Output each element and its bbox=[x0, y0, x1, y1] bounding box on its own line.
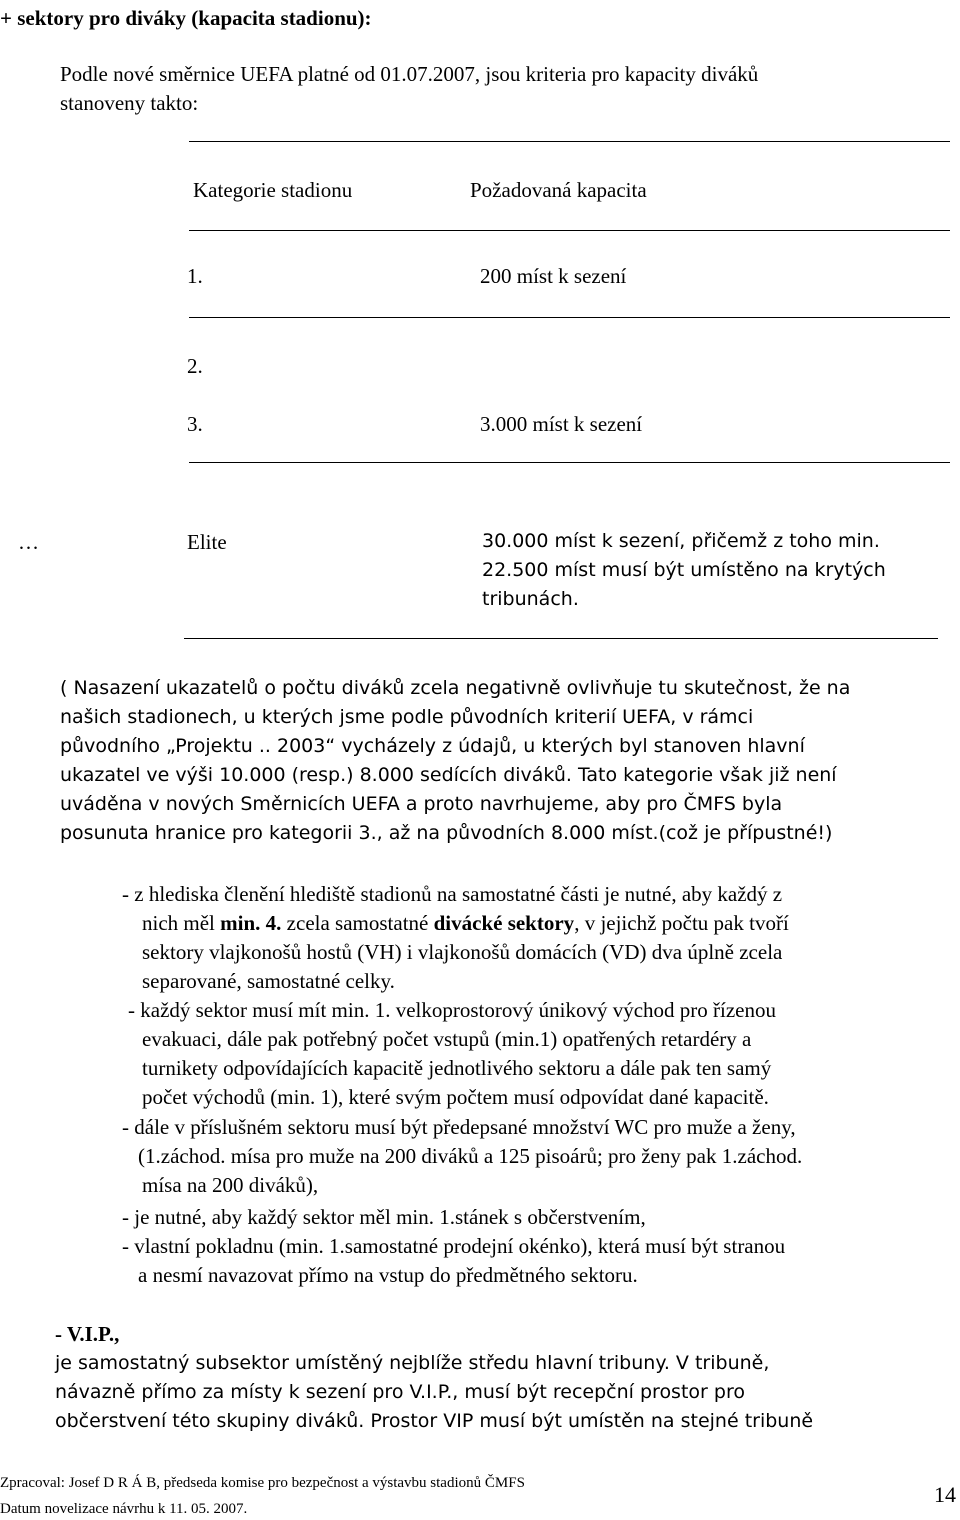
bullet-line: separované, samostatné celky. bbox=[142, 969, 395, 993]
bullet-line: - vlastní pokladnu (min. 1.samostatné prodejní okénko), která musí být stranou bbox=[122, 1234, 786, 1258]
elite-capacity-line: 30.000 míst k sezení, přičemž z toho min. bbox=[482, 530, 880, 552]
table-row-capacity: 200 míst k sezení bbox=[480, 264, 627, 288]
table-rule bbox=[189, 462, 950, 463]
table-row-capacity: 3.000 míst k sezení bbox=[480, 412, 643, 436]
bullet-line: (1.záchod. mísa pro muže na 200 diváků a 125 pisoárů; pro ženy pak 1.záchod. bbox=[138, 1144, 803, 1168]
note-line: ukazatel ve výši 10.000 (resp.) 8.000 sedících diváků. Tato kategorie však již není bbox=[60, 764, 837, 786]
vip-line: je samostatný subsektor umístěný nejblíže středu hlavní tribuny. V tribuně, bbox=[55, 1352, 770, 1374]
elite-ellipsis: … bbox=[18, 530, 39, 554]
page-number: 14 bbox=[934, 1482, 956, 1507]
table-row-category: 1. bbox=[187, 264, 203, 288]
table-header-category: Kategorie stadionu bbox=[193, 178, 353, 202]
note-line: uváděna v nových Směrnicích UEFA a proto navrhujeme, aby pro ČMFS byla bbox=[60, 793, 783, 815]
table-row-category: 3. bbox=[187, 412, 203, 436]
table-header-capacity: Požadovaná kapacita bbox=[470, 178, 647, 202]
table-rule bbox=[189, 317, 950, 318]
footer-author: Zpracoval: Josef D R Á B, předseda komise pro bezpečnost a výstavbu stadionů ČMFS bbox=[0, 1475, 525, 1491]
vip-heading: - V.I.P., bbox=[55, 1322, 120, 1346]
table-rule bbox=[189, 141, 950, 142]
note-line: našich stadionech, u kterých jsme podle původních kriterií UEFA, v rámci bbox=[60, 706, 754, 728]
elite-category: Elite bbox=[187, 530, 227, 554]
intro-line-1: Podle nové směrnice UEFA platné od 01.07.2007, jsou kriteria pro kapacity diváků bbox=[60, 62, 759, 86]
vip-line: návazně přímo za místy k sezení pro V.I.P., musí být recepční prostor pro bbox=[55, 1381, 745, 1403]
bullet-line: - je nutné, aby každý sektor měl min. 1.stánek s občerstvením, bbox=[122, 1205, 646, 1229]
bullet-line: a nesmí navazovat přímo na vstup do předmětného sektoru. bbox=[138, 1263, 638, 1287]
note-line: ( Nasazení ukazatelů o počtu diváků zcela negativně ovlivňuje tu skutečnost, že na bbox=[60, 677, 851, 699]
elite-capacity-line: 22.500 míst musí být umístěno na krytých bbox=[482, 559, 886, 581]
bullet-line: mísa na 200 diváků), bbox=[142, 1173, 319, 1197]
table-row-category: 2. bbox=[187, 354, 203, 378]
note-line: původního „Projektu .. 2003“ vycházely z údajů, u kterých byl stanoven hlavní bbox=[60, 735, 805, 757]
note-line: posunuta hranice pro kategorii 3., až na původních 8.000 míst.(což je přípustné!) bbox=[60, 822, 833, 844]
bullet-line: - každý sektor musí mít min. 1. velkoprostorový únikový východ pro řízenou bbox=[128, 998, 776, 1022]
table-rule bbox=[184, 638, 938, 639]
bullet-line: turnikety odpovídajících kapacitě jednotlivého sektoru a dále pak ten samý bbox=[142, 1056, 772, 1080]
bullet-line: - dále v příslušném sektoru musí být předepsané množství WC pro muže a ženy, bbox=[122, 1115, 796, 1139]
table-rule bbox=[189, 230, 950, 231]
bullet-line: počet východů (min. 1), které svým počtem musí odpovídat dané kapacitě. bbox=[142, 1085, 769, 1109]
bullet-line: sektory vlajkonošů hostů (VH) i vlajkonošů domácích (VD) dva úplně zcela bbox=[142, 940, 783, 964]
bullet-line: - z hlediska členění hlediště stadionů na samostatné části je nutné, aby každý z bbox=[122, 882, 783, 906]
bullet-line: nich měl min. 4. zcela samostatné divácké sektory, v jejichž počtu pak tvoří bbox=[142, 911, 789, 935]
intro-line-2: stanoveny takto: bbox=[60, 91, 199, 115]
bullet-line: evakuaci, dále pak potřebný počet vstupů (min.1) opatřených retardéry a bbox=[142, 1027, 752, 1051]
footer-date: Datum novelizace návrhu k 11. 05. 2007. bbox=[0, 1501, 248, 1517]
section-heading: + sektory pro diváky (kapacita stadionu): bbox=[0, 6, 372, 30]
elite-capacity-line: tribunách. bbox=[482, 588, 579, 610]
vip-line: občerstvení této skupiny diváků. Prostor VIP musí být umístěn na stejné tribuně bbox=[55, 1410, 814, 1432]
